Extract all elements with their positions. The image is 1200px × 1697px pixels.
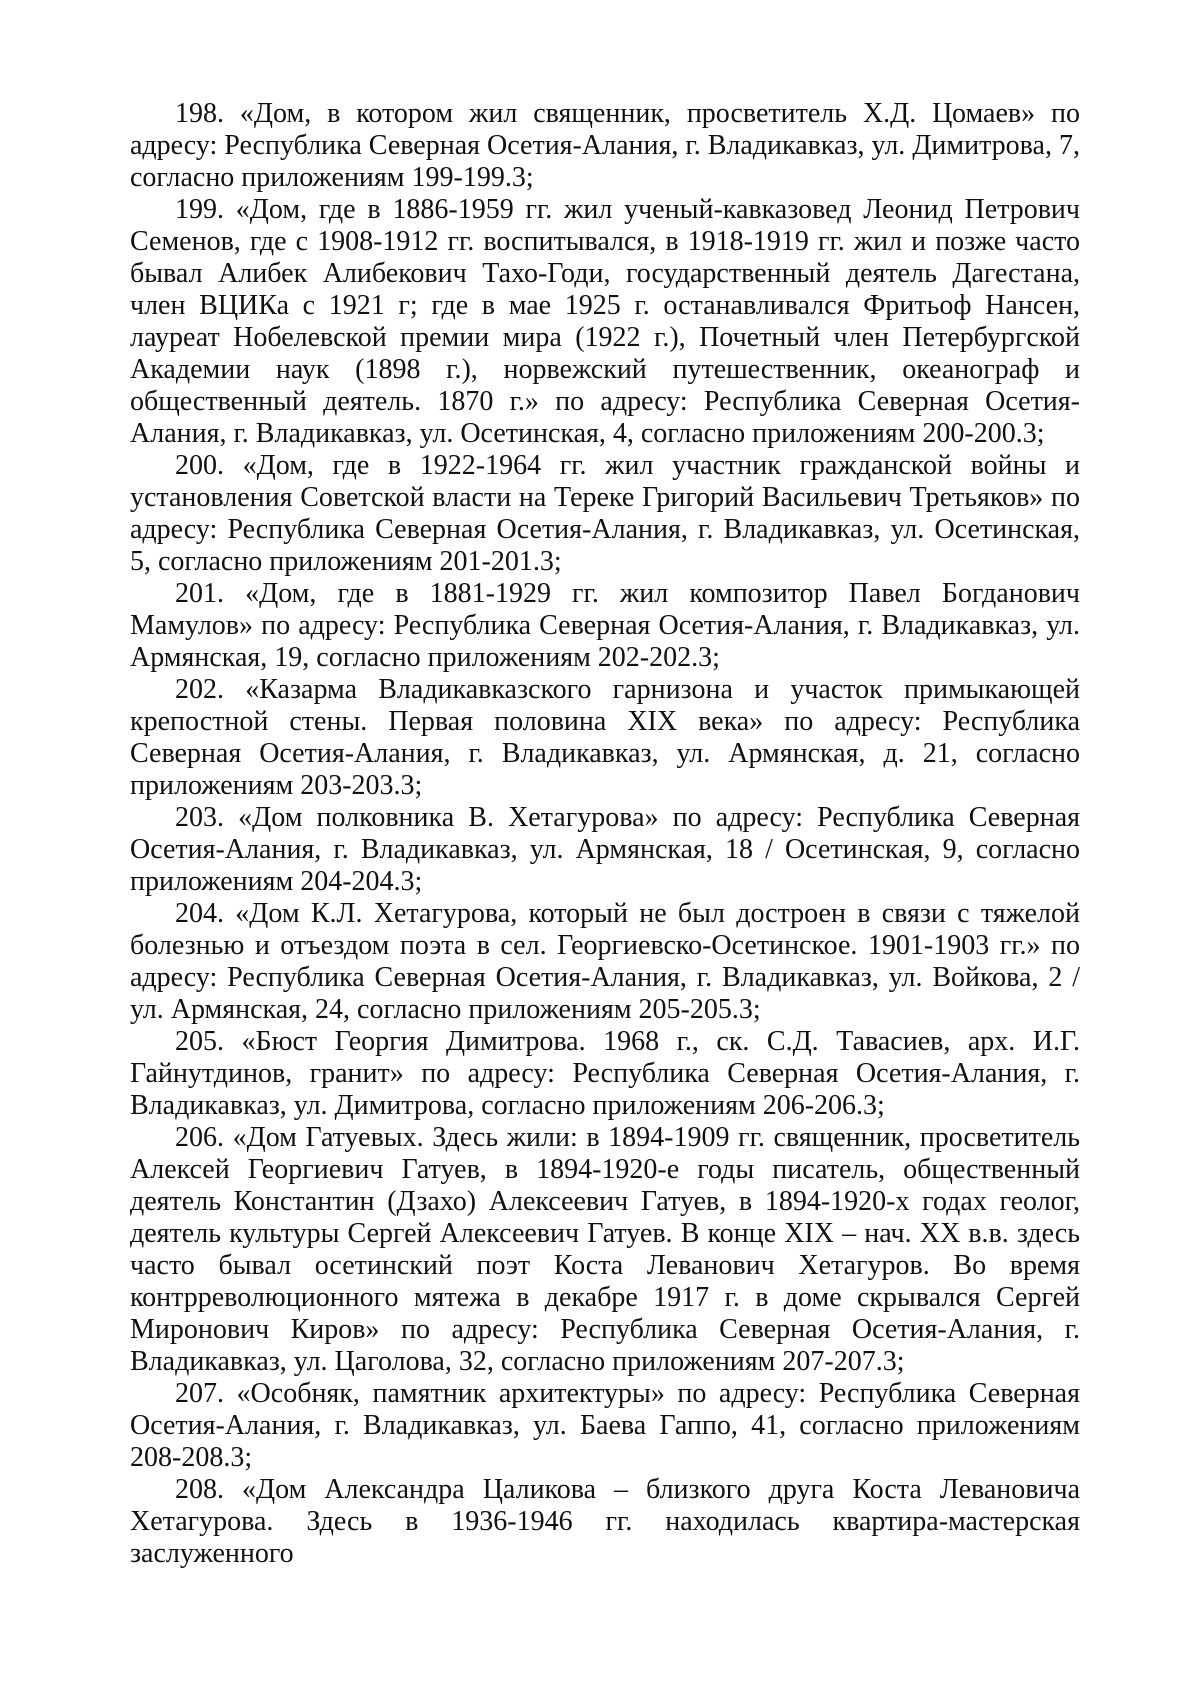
list-item-199: 199. «Дом, где в 1886-1959 гг. жил ученый-кавказовед Леонид Петрович Семенов, где с 1908-1912 гг. воспитывался, в 1918-1919 гг. жил и позже часто бывал Алибек Алибекович Тахо-Годи, государственный деятель Дагестана, член ВЦИКа с 1921 г; где в мае 1925 г. останавливался Фритьоф Нансен, лауреат Нобелевской премии мира (1922 г.), Почетный член Петербургской Академии наук (1898 г.), норвежский путешественник, океанограф и общественный деятель. 1870 г.» по адресу: Республика Северная Осетия-Алания, г. Владикавказ, ул. Осетинская, 4, согласно приложениям 200-200.3;: [130, 194, 1080, 449]
list-item-208: 208. «Дом Александра Цаликова – близкого друга Коста Левановича Хетагурова. Здесь в 1936-1946 гг. находилась квартира-мастерская заслуженного: [130, 1474, 1080, 1569]
list-item-205: 205. «Бюст Георгия Димитрова. 1968 г., ск. С.Д. Тавасиев, арх. И.Г. Гайнутдинов, гранит» по адресу: Республика Северная Осетия-Алания, г. Владикавказ, ул. Димитрова, согласно приложениям 206-206.3;: [130, 1026, 1080, 1121]
list-item-198: 198. «Дом, в котором жил священник, просветитель Х.Д. Цомаев» по адресу: Республика Северная Осетия-Алания, г. Владикавказ, ул. Димитрова, 7, согласно приложениям 199-199.3;: [130, 98, 1080, 193]
list-item-206: 206. «Дом Гатуевых. Здесь жили: в 1894-1909 гг. священник, просветитель Алексей Георгиевич Гатуев, в 1894-1920-е годы писатель, общественный деятель Константин (Дзахо) Алексеевич Гатуев, в 1894-1920-х годах геолог, деятель культуры Сергей Алексеевич Гатуев. В конце XIX – нач. XX в.в. здесь часто бывал осетинский поэт Коста Леванович Хетагуров. Во время контрреволюционного мятежа в декабре 1917 г. в доме скрывался Сергей Миронович Киров» по адресу: Республика Северная Осетия-Алания, г. Владикавказ, ул. Цаголова, 32, согласно приложениям 207-207.3;: [130, 1122, 1080, 1377]
list-item-207: 207. «Особняк, памятник архитектуры» по адресу: Республика Северная Осетия-Алания, г. Владикавказ, ул. Баева Гаппо, 41, согласно приложениям 208-208.3;: [130, 1378, 1080, 1473]
list-item-201: 201. «Дом, где в 1881-1929 гг. жил композитор Павел Богданович Мамулов» по адресу: Республика Северная Осетия-Алания, г. Владикавказ, ул. Армянская, 19, согласно приложениям 202-202.3;: [130, 578, 1080, 673]
list-item-200: 200. «Дом, где в 1922-1964 гг. жил участник гражданской войны и установления Советской власти на Тереке Григорий Васильевич Третьяков» по адресу: Республика Северная Осетия-Алания, г. Владикавказ, ул. Осетинская, 5, согласно приложениям 201-201.3;: [130, 450, 1080, 577]
list-item-204: 204. «Дом К.Л. Хетагурова, который не был достроен в связи с тяжелой болезнью и отъездом поэта в сел. Георгиевско-Осетинское. 1901-1903 гг.» по адресу: Республика Северная Осетия-Алания, г. Владикавказ, ул. Войкова, 2 / ул. Армянская, 24, согласно приложениям 205-205.3;: [130, 898, 1080, 1025]
list-item-203: 203. «Дом полковника В. Хетагурова» по адресу: Республика Северная Осетия-Алания, г. Владикавказ, ул. Армянская, 18 / Осетинская, 9, согласно приложениям 204-204.3;: [130, 802, 1080, 897]
list-item-202: 202. «Казарма Владикавказского гарнизона и участок примыкающей крепостной стены. Первая половина XIX века» по адресу: Республика Северная Осетия-Алания, г. Владикавказ, ул. Армянская, д. 21, согласно приложениям 203-203.3;: [130, 674, 1080, 801]
document-page: [130, 98, 1080, 1570]
